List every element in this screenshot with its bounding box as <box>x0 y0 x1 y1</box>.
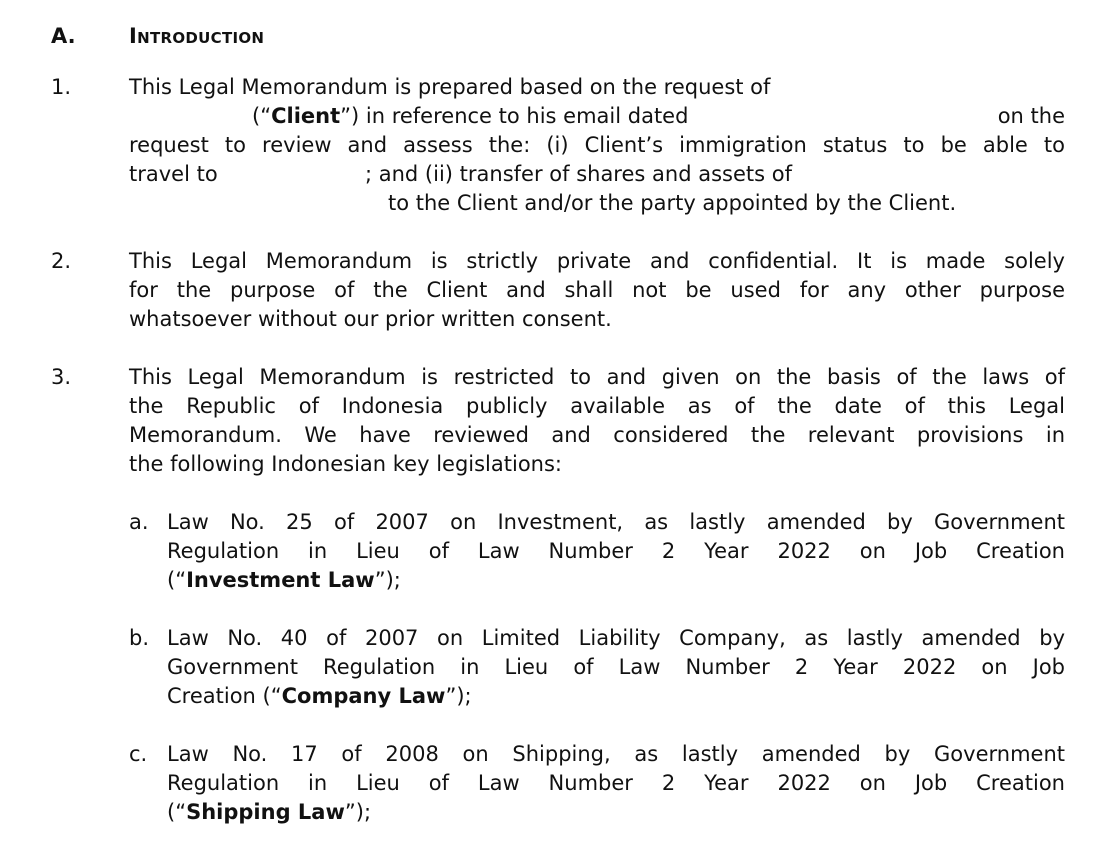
paragraph-line <box>129 102 1065 131</box>
defined-term: Client <box>271 104 341 128</box>
list-item-line: (“Shipping Law”); <box>167 800 372 824</box>
line-end-text: on the <box>997 104 1065 128</box>
paragraph-line: for the purpose of the Client and shall not be used for any other purpose <box>129 278 1065 302</box>
defined-term: Shipping Law <box>186 800 345 824</box>
list-item-line: (“Investment Law”); <box>167 568 401 592</box>
list-item-line: Regulation in Lieu of Law Number 2 Year 2022 on Job Creation <box>167 539 1065 563</box>
line-mid-text: ; and (ii) transfer of shares and assets of <box>365 162 792 186</box>
list-item-line: Law No. 17 of 2008 on Shipping, as lastly amended by Government <box>167 742 1065 766</box>
list-item-line: Law No. 25 of 2007 on Investment, as lastly amended by Government <box>167 510 1065 534</box>
paragraph-line <box>129 189 1065 218</box>
paragraph-line: request to review and assess the: (i) Client’s immigration status to be able to <box>129 133 1065 157</box>
line-start-text: travel to <box>129 162 218 186</box>
paragraph-line: This Legal Memorandum is prepared based on the request of <box>129 75 771 99</box>
list-item-letter: b. <box>129 626 150 650</box>
section-number: A. <box>51 24 76 48</box>
paragraph-line: Memorandum. We have reviewed and considered the relevant provisions in <box>129 423 1065 447</box>
paragraph-number: 3. <box>51 365 72 389</box>
paragraph-line: the Republic of Indonesia publicly available as of the date of this Legal <box>129 394 1065 418</box>
paragraph-line: whatsoever without our prior written consent. <box>129 307 612 331</box>
paragraph-number: 2. <box>51 249 72 273</box>
paragraph-line <box>129 160 1065 189</box>
paragraph-line: the following Indonesian key legislations: <box>129 452 563 476</box>
list-item-line: Government Regulation in Lieu of Law Number 2 Year 2022 on Job <box>167 655 1065 679</box>
defined-term: Company Law <box>281 684 446 708</box>
defined-term: Investment Law <box>186 568 375 592</box>
list-item-line: Regulation in Lieu of Law Number 2 Year 2022 on Job Creation <box>167 771 1065 795</box>
line-mid-text: to the Client and/or the party appointed by the Client. <box>388 191 957 215</box>
paragraph-number: 1. <box>51 75 72 99</box>
list-item-line: Creation (“Company Law”); <box>167 684 472 708</box>
paragraph-line: This Legal Memorandum is strictly private and confidential. It is made solely <box>129 249 1065 273</box>
client-definition: (“Client”) in reference to his email dated <box>252 104 689 128</box>
section-title: Introduction <box>129 24 265 48</box>
list-item-line: Law No. 40 of 2007 on Limited Liability Company, as lastly amended by <box>167 626 1065 650</box>
list-item-letter: c. <box>129 742 148 766</box>
paragraph-line: This Legal Memorandum is restricted to and given on the basis of the laws of <box>129 365 1065 389</box>
list-item-letter: a. <box>129 510 149 534</box>
